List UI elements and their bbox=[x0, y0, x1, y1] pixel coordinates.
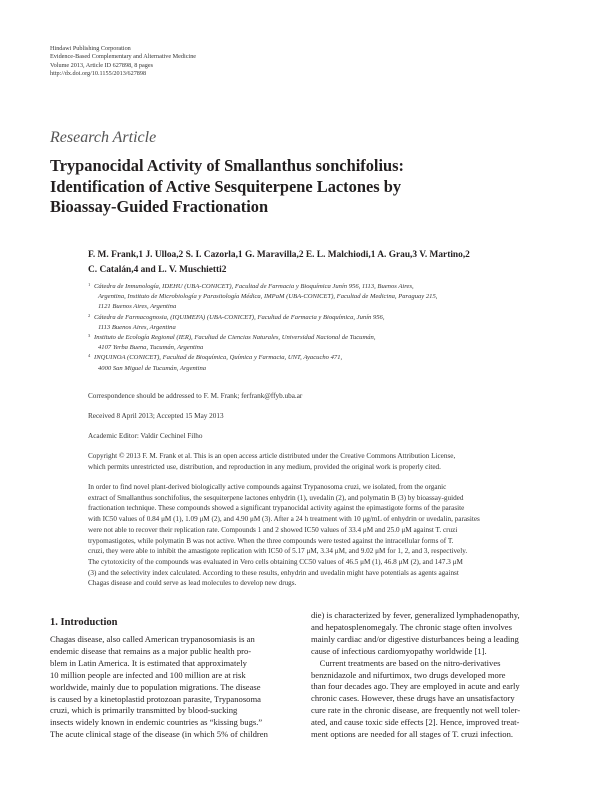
correspondence-note: Correspondence should be addressed to F. M. Frank; ferfrank@ffyb.uba.ar bbox=[88, 392, 303, 400]
body-line: ated, and cause toxic side effects [2]. Hence, improved treat- bbox=[311, 717, 520, 728]
body-line: blem in Latin America. It is estimated that approximately bbox=[50, 657, 247, 668]
abstract-line: In order to find novel plant-derived biologically active compounds against Trypanosoma cruzi, we isolated, from the organic bbox=[88, 483, 447, 491]
body-line: The acute clinical stage of the disease (in which 5% of children bbox=[50, 729, 268, 740]
body-line: ment options are needed for all stages of T. cruzi infection. bbox=[311, 729, 514, 740]
journal-name: Evidence-Based Complementary and Alternative Medicine bbox=[50, 53, 197, 61]
article-type: Research Article bbox=[50, 129, 157, 146]
abstract-line: were not able to recover their replication rate. Compounds 1 and 2 showed IC50 values of 33.4 μM and 25.0 μM against T. cruzi bbox=[88, 525, 458, 534]
affiliation-number: 4 bbox=[88, 353, 91, 359]
volume-info: Volume 2013, Article ID 627898, 8 pages bbox=[50, 61, 153, 69]
title-line: Bioassay-Guided Fractionation bbox=[50, 197, 269, 217]
affiliations bbox=[88, 282, 568, 374]
intro-right-column bbox=[311, 610, 539, 741]
article-title bbox=[50, 156, 570, 218]
abstract-line: extract of Smallanthus sonchifolius, the sesquiterpene lactones enhydrin (1), uvedalin (2), and polymatin B (3) by bioassay-guided bbox=[88, 493, 464, 502]
body-line: is caused by a kinetoplastid protozoan parasite, Trypanosoma bbox=[50, 693, 261, 704]
affiliation-number: 2 bbox=[88, 312, 91, 318]
body-line: die) is characterized by fever, generalized lymphadenopathy, bbox=[311, 610, 520, 620]
body-line: than four decades ago. They are employed in acute and early bbox=[311, 681, 520, 692]
affiliation-number: 3 bbox=[88, 333, 91, 339]
affiliation-number: 1 bbox=[88, 282, 91, 287]
received-dates: Received 8 April 2013; Accepted 15 May 2013 bbox=[88, 412, 224, 420]
academic-editor: Academic Editor: Valdir Cechinel Filho bbox=[88, 432, 203, 440]
affiliation-2: 2 Cátedra de Farmacognosia, (IQUIMEFA) (UBA-CONICET), Facultad de Farmacia y Bioquímica, Junín 956, 1113 Buenos Aires, Argentina bbox=[88, 312, 385, 331]
abstract-line: fractionation technique. These compounds showed a significant trypanocidal activity against the epimastigote forms of the parasite bbox=[88, 504, 465, 513]
abstract-line: The cytotoxicity of the compounds was evaluated in Vero cells obtaining CC50 values of 46.5 μM (1), 46.8 μM (2), and 147.3 μM bbox=[88, 557, 463, 566]
body-line: 10 million people are infected and 100 million are at risk bbox=[50, 669, 246, 680]
affiliation-4: 4 INQUINOA (CONICET), Facultad de Bioquímica, Química y Farmacia, UNT, Ayacucho 471, 4000 San Miguel de Tucumán, Argentina bbox=[88, 353, 343, 372]
body-line: cause of infectious cardiomyopathy worldwide [1]. bbox=[311, 645, 487, 656]
abstract-line: cruzi, they were able to inhibit the amastigote replication with IC50 of 5.17 μM, 3.34 μM, and 9.02 μM for 1, 2, and 3, respectively. bbox=[88, 547, 468, 556]
abstract-line: (3) and the selectivity index calculated. According to these results, enhydrin and uvedalin might have potentials as agents against bbox=[88, 568, 459, 577]
section-heading: 1. Introduction bbox=[50, 617, 118, 628]
affiliation-3: 3 Instituto de Ecología Regional (IER), Facultad de Ciencias Naturales, Universidad Nacional de Tucumán, 4107 Yerba Buena, Tucumán, Argentina bbox=[88, 333, 376, 352]
copyright-notice: Copyright © 2013 F. M. Frank et al. This is an open access article distributed under the Creative Commons Attribution License, which permits unrestricted use, distribution, and reproduction in any medium, provided the original work is properly cited. bbox=[88, 452, 456, 471]
body-line: insects widely known in endemic countries as “kissing bugs.” bbox=[50, 717, 263, 728]
body-line: cure rate in the chronic disease, are frequently not well toler- bbox=[311, 705, 521, 716]
abstract-line: Chagas disease and could serve as lead molecules to develop new drugs. bbox=[88, 579, 297, 588]
body-line: benznidazole and nifurtimox, two drugs developed more bbox=[311, 669, 506, 680]
publisher-name: Hindawi Publishing Corporation bbox=[50, 45, 131, 52]
title-line: Trypanocidal Activity of Smallanthus sonchifolius: bbox=[50, 156, 404, 175]
affiliation-1: 1 Cátedra de Inmunología, IDEHU (UBA-CONICET), Facultad de Farmacia y Bioquímica Junín 956, 1113, Buenos Aires, Argentina, Instituto de Microbiología y Parasitología Médica, IMPaM (UBA-CONICET), Facultad de Medicina, Paraguay 215, 1121 Buenos Aires, Argentina bbox=[88, 282, 438, 311]
doi-link[interactable]: http://dx.doi.org/10.1155/2013/627898 bbox=[50, 69, 147, 77]
body-line: worldwide, mainly due to population migrations. The disease bbox=[50, 681, 261, 692]
journal-header bbox=[50, 45, 196, 78]
body-line: endemic disease that remains as a major public health pro- bbox=[50, 645, 252, 656]
body-line: chronic cases. However, these drugs have an unsatisfactory bbox=[311, 693, 515, 704]
body-line: Current treatments are based on the nitro-derivatives bbox=[311, 657, 501, 668]
body-line: mainly cardiac and/or digestive disturbances being a leading bbox=[311, 633, 519, 644]
body-line: Chagas disease, also called American trypanosomiasis is an bbox=[50, 634, 255, 644]
author-list bbox=[88, 248, 558, 277]
body-line: cruzi, which is primarily transmitted by blood-sucking bbox=[50, 705, 238, 716]
intro-left-column bbox=[50, 634, 278, 741]
author-line: F. M. Frank,1 J. Ulloa,2 S. I. Cazorla,1 G. Maravilla,2 E. L. Malchiodi,1 A. Grau,3 V. Martino,2 bbox=[88, 250, 470, 260]
abstract bbox=[88, 482, 550, 589]
body-line: and hepatosplenomegaly. The chronic stage often involves bbox=[311, 621, 512, 632]
abstract-line: with IC50 values of 0.84 μM (1), 1.09 μM (2), and 4.90 μM (3). After a 24 h treatment with 10 μg/mL of enhydrin or uvedalin, parasites bbox=[88, 515, 480, 524]
abstract-line: trypomastigotes, while polymatin B was not active. When the three compounds were tested against the intracellular forms of T. bbox=[88, 536, 454, 545]
title-line: Identification of Active Sesquiterpene Lactones by bbox=[50, 176, 402, 196]
author-line: C. Catalán,4 and L. V. Muschietti2 bbox=[88, 264, 227, 275]
